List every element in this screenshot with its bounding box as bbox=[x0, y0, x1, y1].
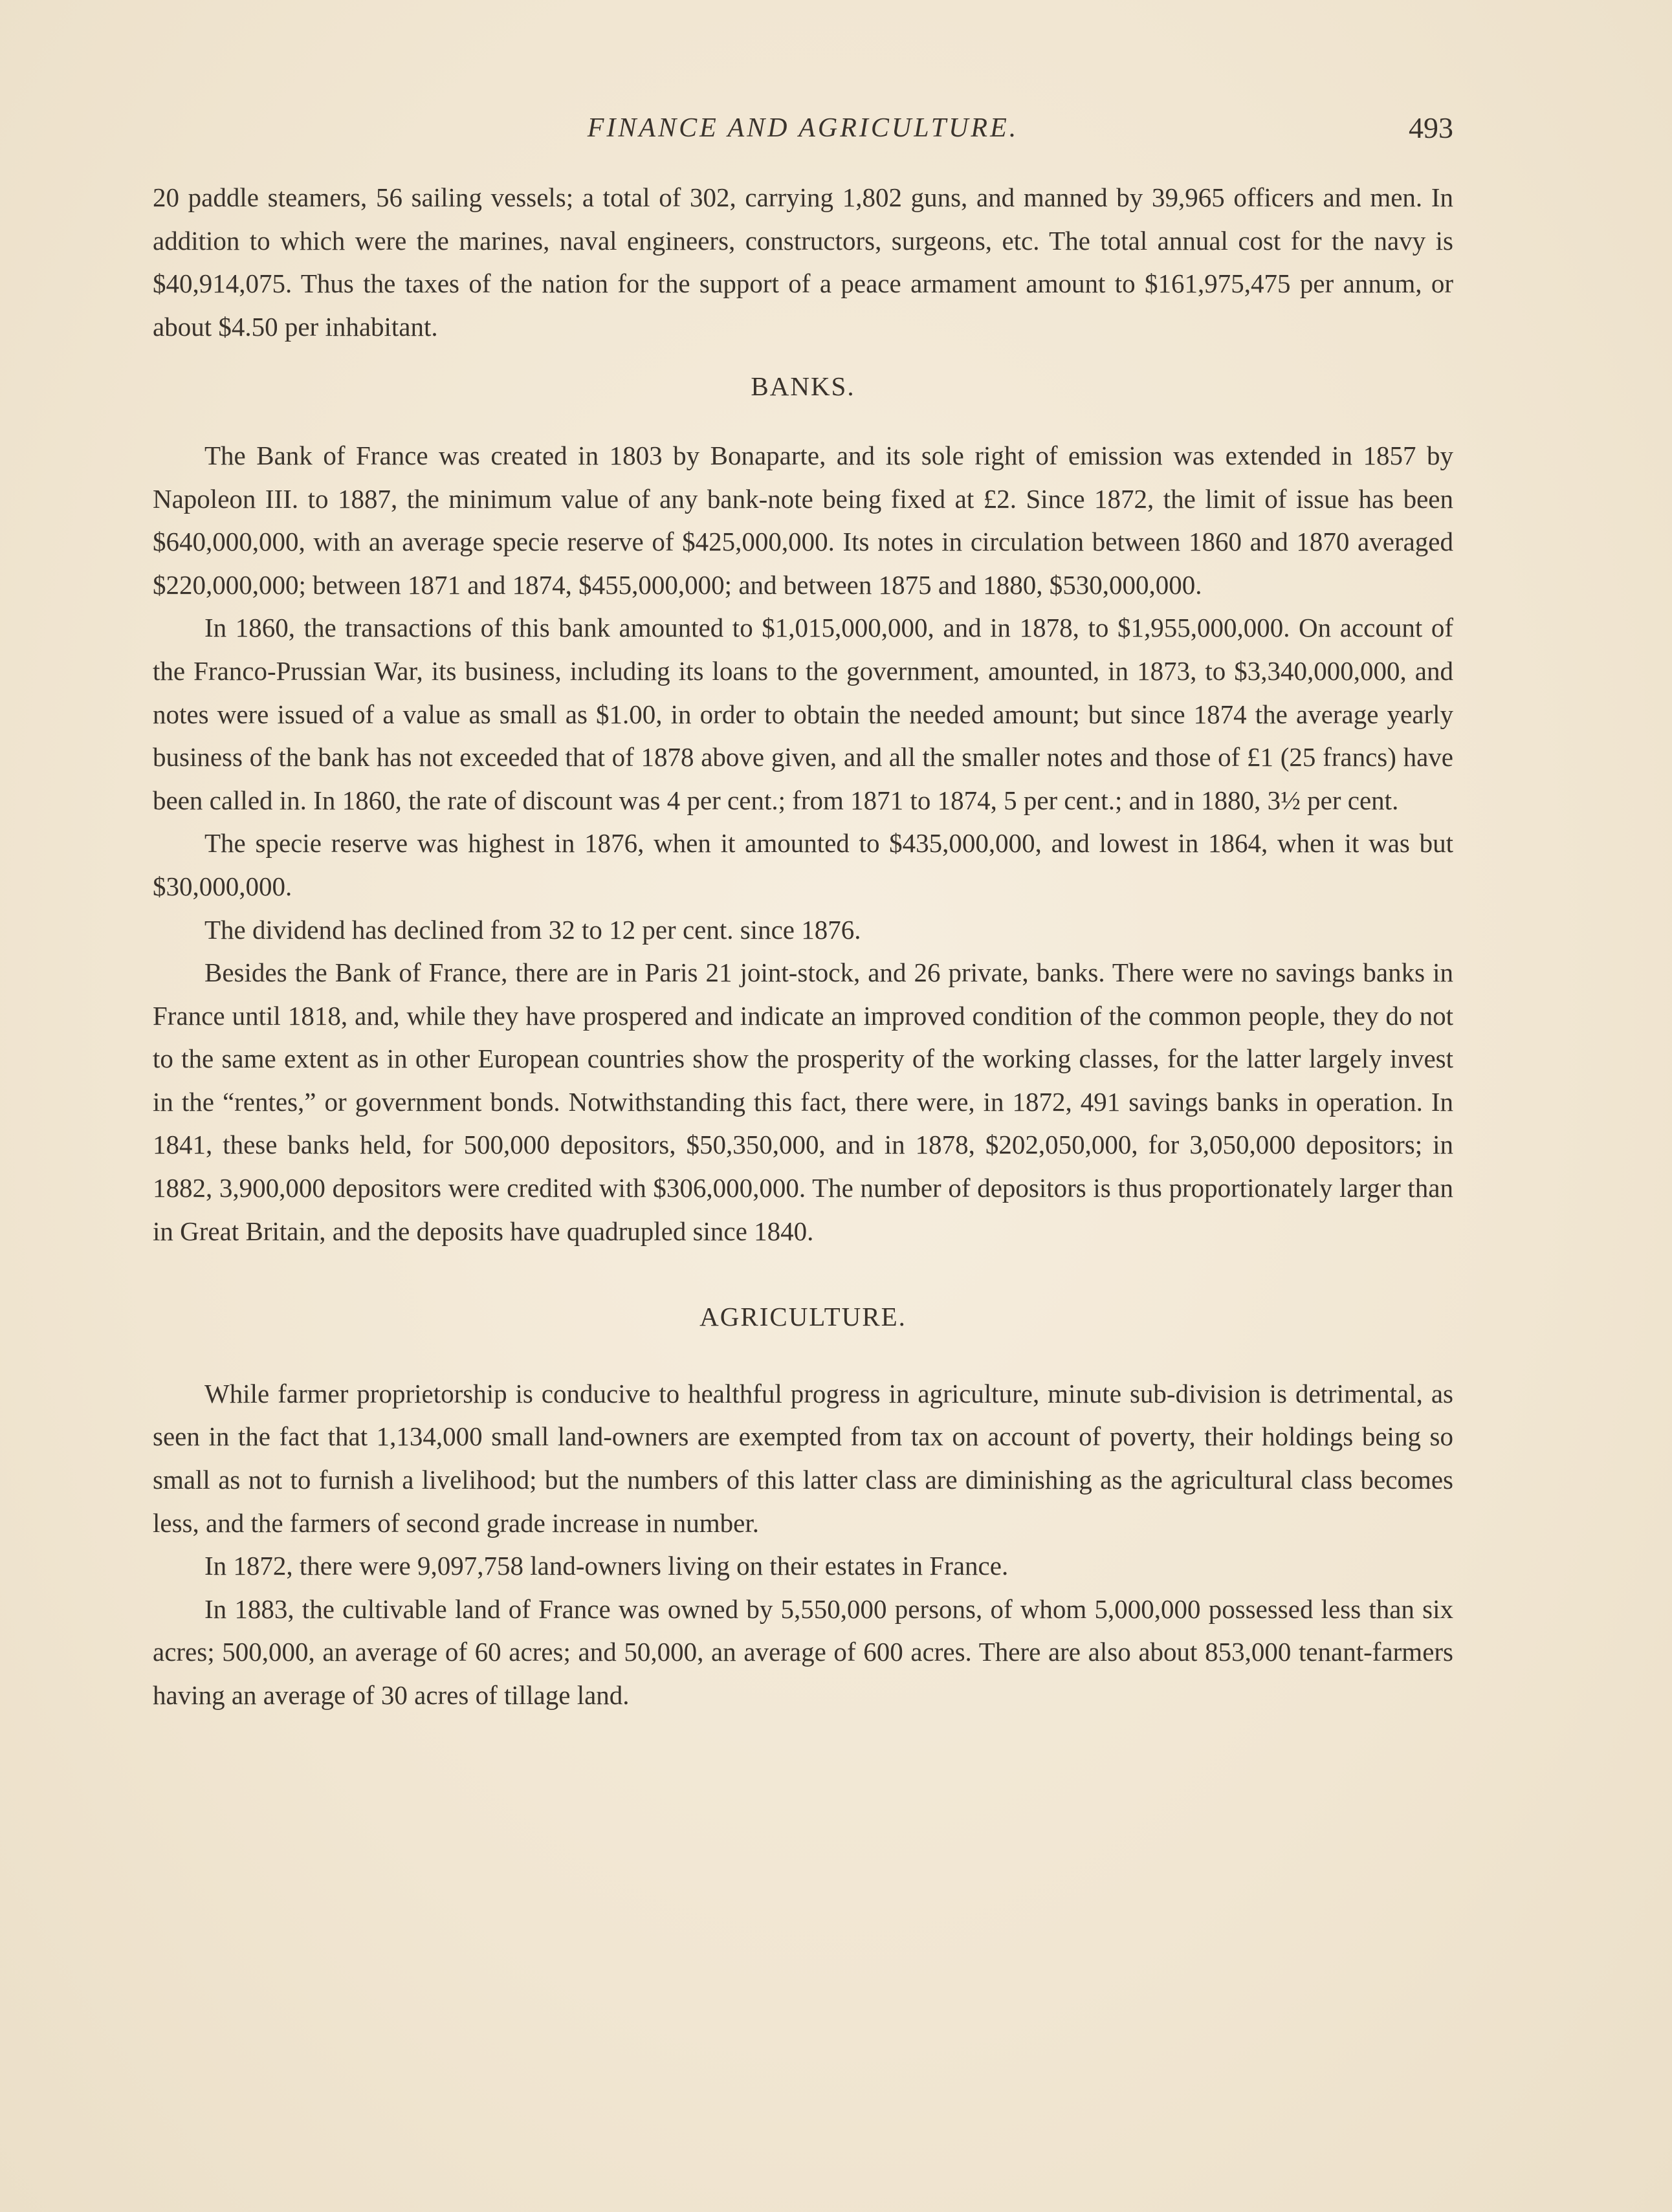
body-text bbox=[153, 176, 1453, 1717]
paragraph-bank-transactions: In 1860, the transactions of this bank amounted to $1,015,000,000, and in 1878, to $1,955,000,000. On account of the Franco-Prussian War, its business, including its loans to the government, amounted, in 1873, to $3,340,000,000, and notes were issued of a value as small as $1.00, in order to obtain the needed amount; but since 1874 the average yearly business of the bank has not exceeded that of 1878 above given, and all the smaller notes and those of £1 (25 francs) have been called in. In 1860, the rate of discount was 4 per cent.; from 1871 to 1874, 5 per cent.; and in 1880, 3½ per cent. bbox=[153, 613, 1453, 815]
running-head bbox=[153, 109, 1453, 148]
paragraph-navy-costs: 20 paddle steamers, 56 sailing vessels; a total of 302, carrying 1,802 guns, and manned by 39,965 officers and men. In addition to which were the marines, naval engineers, constructors, surgeons, etc. The total annual cost for the navy is $40,914,075. Thus the taxes of the nation for the support of a peace armament amount to $161,975,475 per annum, or about $4.50 per inhabitant. bbox=[153, 182, 1453, 342]
paragraph-specie-reserve: The specie reserve was highest in 1876, when it amounted to $435,000,000, and lowest in 1864, when it was but $30,000,000. bbox=[153, 828, 1453, 901]
paragraph-land-owners-1872: In 1872, there were 9,097,758 land-owners living on their estates in France. bbox=[204, 1551, 1009, 1581]
paragraph-proprietorship: While farmer proprietorship is conducive to healthful progress in agriculture, minute sub-division is detrimental, as seen in the fact that 1,134,000 small land-owners are exempted from tax on account of poverty, their holdings being so small as not to furnish a livelihood; but the numbers of this latter class are diminishing as the agricultural class becomes less, and the farmers of second grade increase in number. bbox=[153, 1378, 1453, 1538]
page-number: 493 bbox=[1409, 111, 1453, 144]
paragraph-savings-banks: Besides the Bank of France, there are in Paris 21 joint-stock, and 26 private, banks. There were no savings banks in France until 1818, and, while they have prospered and indicate an improved condition of the common people, they do not to the same extent as in other European countries show the prosperity of the working classes, for the latter largely invest in the “rentes,” or government bonds. Notwithstanding this fact, there were, in 1872, 491 savings banks in operation. In 1841, these banks held, for 500,000 depositors, $50,350,000, and in 1878, $202,050,000, for 3,050,000 depositors; in 1882, 3,900,000 depositors were credited with $306,000,000. The number of depositors is thus proportionately larger than in Great Britain, and the deposits have quadrupled since 1840. bbox=[153, 958, 1453, 1246]
section-heading-banks: BANKS. bbox=[751, 371, 855, 402]
paragraph-dividend: The dividend has declined from 32 to 12 per cent. since 1876. bbox=[204, 914, 861, 945]
section-heading-agriculture: AGRICULTURE. bbox=[699, 1302, 907, 1332]
running-title: FINANCE AND AGRICULTURE. bbox=[587, 113, 1019, 143]
paragraph-cultivable-land-1883: In 1883, the cultivable land of France was owned by 5,550,000 persons, of whom 5,000,000 possessed less than six acres; 500,000, an average of 60 acres; and 50,000, an average of 600 acres. There are also about 853,000 tenant-farmers having an average of 30 acres of tillage land. bbox=[153, 1593, 1453, 1710]
paragraph-bank-of-france: The Bank of France was created in 1803 by Bonaparte, and its sole right of emission was extended in 1857 by Napoleon III. to 1887, the minimum value of any bank-note being fixed at £2. Since 1872, the limit of issue has been $640,000,000, with an average specie reserve of $425,000,000. Its notes in circulation between 1860 and 1870 averaged $220,000,000; between 1871 and 1874, $455,000,000; and between 1875 and 1880, $530,000,000. bbox=[153, 440, 1453, 600]
